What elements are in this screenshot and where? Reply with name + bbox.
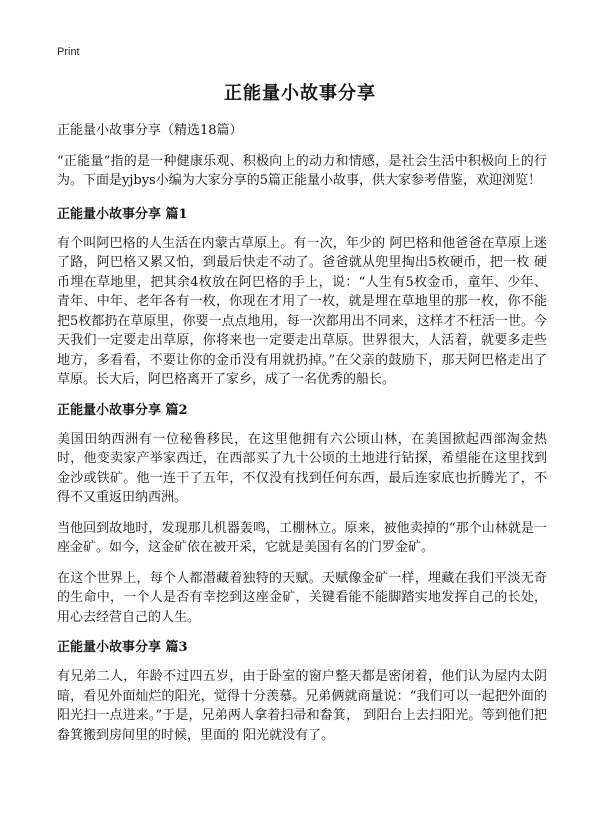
print-label: Print [57,46,80,58]
intro-paragraph: “正能量”指的是一种健康乐观、积极向上的动力和情感，是社会生活中积极向上的行为。下面是yjbys小编为大家分享的5篇正能量小故事，供大家参考借鉴，欢迎浏览！ [57,153,547,188]
section-heading: 正能量小故事分享 篇3 [57,640,188,655]
page-title: 正能量小故事分享 [224,83,376,104]
section-heading: 正能量小故事分享 篇2 [57,402,188,418]
section-3 [57,638,547,745]
document-body [57,121,547,745]
section-paragraph: 当他回到故地时，发现那儿机器轰鸣，工棚林立。原来，被他卖掉的“那个山林就是一座金矿。如今，这金矿依在被开采，它就是美国有名的门罗金矿。 [57,520,547,555]
section-heading: 正能量小故事分享 篇1 [57,206,188,222]
section-paragraph: 有兄弟二人，年龄不过四五岁，由于卧室的窗户整天都是密闭着，他们认为屋内太阴暗，看见外面灿烂的阳光，觉得十分羡慕。兄弟俩就商量说：“我们可以一起把外面的阳光扫一点进来。”于是，兄弟两人拿着扫帚和畚箕， 到阳台上去扫阳光。等到他们把畚箕搬到房间里的时候，里面的 阳光就没有了。 [57,669,547,743]
section-paragraph: 有个叫阿巴格的人生活在内蒙古草原上。有一次，年少的 阿巴格和他爸爸在草原上迷了路，阿巴格又累又怕，到最后快走不动了。爸爸就从兜里掏出5枚硬币，把一枚 硬币埋在草地里，把其余4枚放在阿巴格的手上，说：“人生有5枚金币，童年、少年、青年、中年、老年各有一枚，你现在才用了一枚，就是埋在草地里的那一枚，你不能把5枚都扔在草原里，你要一点点地用，每一次都用出不同来，这样才不枉活一世。今天我们一定要走出草原，你将来也一定要走出草原。世界很大，人活着，就要多走些地方，多看看，不要让你的金币没有用就扔掉。”在父亲的鼓励下，那天阿巴格走出了草原。长大后，阿巴格离开了家乡，成了一名优秀的船长。 [57,235,547,387]
section-paragraph: 在这个世界上，每个人都潜藏着独特的天赋。天赋像金矿一样，埋藏在我们平淡无奇的生命中，一个人是否有幸挖到这座金矿，关键看能不能脚踏实地发挥自己的长处，用心去经营自己的人生。 [57,570,547,625]
section-paragraph: 美国田纳西洲有一位秘鲁移民，在这里他拥有六公顷山林，在美国掀起西部淘金热时，他变卖家产举家西迁，在西部买了九十公顷的土地进行钻探，希望能在这里找到金沙或铁矿。他一连干了五年，不仅没有找到任何东西，最后连家底也折腾光了，不得不又重返田纳西洲。 [57,431,547,505]
document-subtitle: 正能量小故事分享（精选18篇） [57,123,243,138]
section-2 [57,401,547,628]
section-1 [57,205,547,390]
